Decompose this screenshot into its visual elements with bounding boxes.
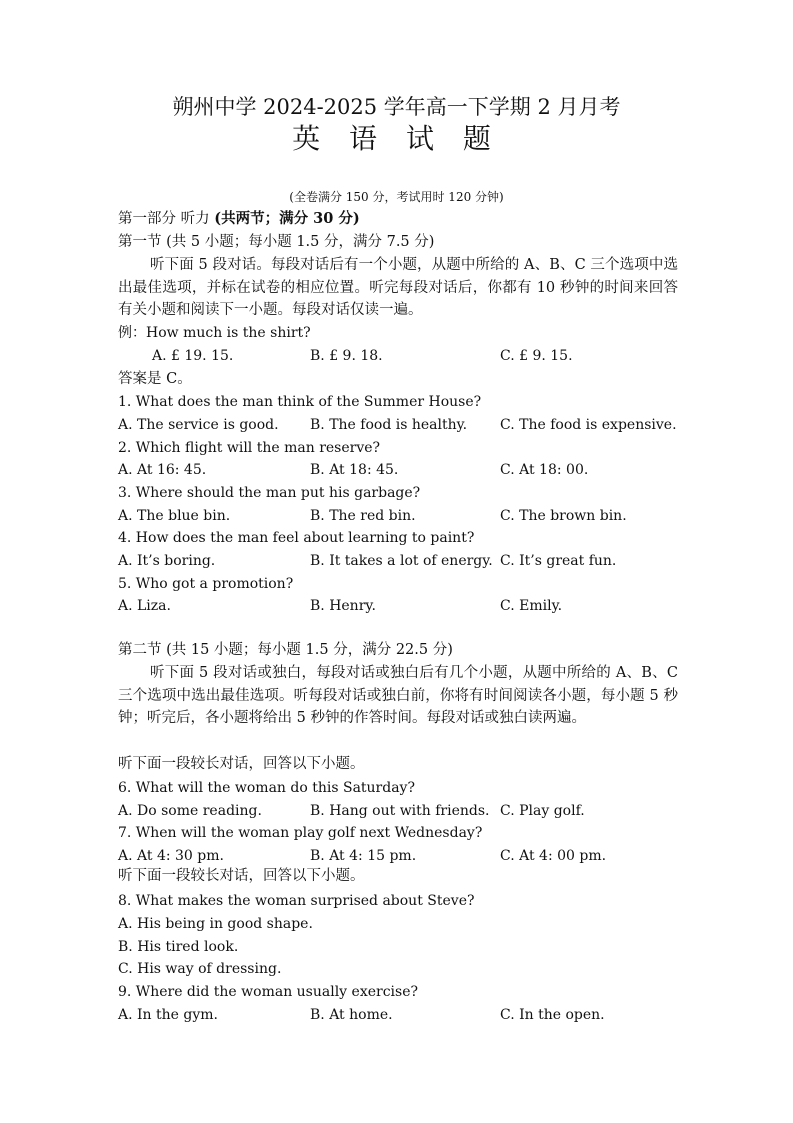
- q2-option-b: B. At 18: 45.: [310, 462, 399, 478]
- q4-option-c: C. It’s great fun.: [500, 553, 617, 569]
- section1-heading: 第一节 (共 5 小题；每小题 1.5 分，满分 7.5 分): [118, 234, 435, 250]
- question-1: 1. What does the man think of the Summer House?: [118, 394, 482, 410]
- example-answer: 答案是 C。: [118, 371, 192, 387]
- q3-option-c: C. The brown bin.: [500, 508, 627, 524]
- question-2: 2. Which flight will the man reserve?: [118, 440, 381, 456]
- exam-title-line1: 朔州中学 2024-2025 学年高一下学期 2 月月考: [172, 95, 621, 119]
- example-question: 例：How much is the shirt?: [118, 325, 311, 341]
- question-9: 9. Where did the woman usually exercise?: [118, 984, 418, 1000]
- section1-instructions: 听下面 5 段对话。每段对话后有一个小题，从题中所给的 A、B、C 三个选项中选出最佳选项，并标在试卷的相应位置。听完每段对话后，你都有 10 秒钟的时间来回答有关小题和阅读下一小题。每段对话仅读一遍。: [118, 257, 678, 318]
- q9-option-a: A. In the gym.: [118, 1007, 218, 1023]
- q9-option-c: C. In the open.: [500, 1007, 605, 1023]
- part1-heading-prefix: 第一部分 听力: [118, 211, 215, 227]
- section2-intro-2: 听下面一段较长对话，回答以下小题。: [118, 868, 365, 884]
- question-8: 8. What makes the woman surprised about Steve?: [118, 893, 475, 909]
- exam-note: (全卷满分 150 分，考试用时 120 分钟): [289, 190, 504, 204]
- example-option-c: C. £ 9. 15.: [500, 348, 573, 364]
- section2-heading: 第二节 (共 15 小题；每小题 1.5 分，满分 22.5 分): [118, 642, 453, 658]
- q3-option-a: A. The blue bin.: [118, 508, 231, 524]
- q2-option-a: A. At 16: 45.: [118, 462, 207, 478]
- question-7: 7. When will the woman play golf next Wednesday?: [118, 825, 483, 841]
- exam-title-line2: 英 语 试 题: [292, 122, 501, 155]
- part1-heading: [118, 210, 360, 228]
- q8-option-b: B. His tired look.: [118, 939, 239, 955]
- q6-option-c: C. Play golf.: [500, 803, 585, 819]
- section2-intro-1: 听下面一段较长对话，回答以下小题。: [118, 756, 365, 772]
- q8-option-a: A. His being in good shape.: [118, 916, 313, 932]
- section2-instructions: 听下面 5 段对话或独白，每段对话或独白后有几个小题，从题中所给的 A、B、C 三个选项中选出最佳选项。听每段对话或独白前，你将有时间阅读各小题，每小题 5 秒钟；听完后，各小题将给出 5 秒钟的作答时间。每段对话或独白读两遍。: [118, 665, 678, 726]
- example-option-b: B. £ 9. 18.: [310, 348, 383, 364]
- q5-option-c: C. Emily.: [500, 598, 563, 614]
- q1-option-c: C. The food is expensive.: [500, 417, 677, 433]
- q4-option-b: B. It takes a lot of energy.: [310, 553, 493, 569]
- q3-option-b: B. The red bin.: [310, 508, 416, 524]
- question-6: 6. What will the woman do this Saturday?: [118, 780, 415, 796]
- q5-option-b: B. Henry.: [310, 598, 376, 614]
- q6-option-b: B. Hang out with friends.: [310, 803, 490, 819]
- q7-option-b: B. At 4: 15 pm.: [310, 848, 417, 864]
- q7-option-c: C. At 4: 00 pm.: [500, 848, 607, 864]
- q6-option-a: A. Do some reading.: [118, 803, 262, 819]
- q9-option-b: B. At home.: [310, 1007, 393, 1023]
- example-option-a: A. £ 19. 15.: [152, 348, 234, 364]
- q5-option-a: A. Liza.: [118, 598, 171, 614]
- question-3: 3. Where should the man put his garbage?: [118, 485, 421, 501]
- q1-option-a: A. The service is good.: [118, 417, 279, 433]
- question-4: 4. How does the man feel about learning to paint?: [118, 530, 475, 546]
- part1-heading-bold: (共两节；满分 30 分): [214, 210, 360, 227]
- q8-option-c: C. His way of dressing.: [118, 961, 282, 977]
- q4-option-a: A. It’s boring.: [118, 553, 216, 569]
- q7-option-a: A. At 4: 30 pm.: [118, 848, 224, 864]
- question-5: 5. Who got a promotion?: [118, 576, 294, 592]
- q2-option-c: C. At 18: 00.: [500, 462, 589, 478]
- q1-option-b: B. The food is healthy.: [310, 417, 468, 433]
